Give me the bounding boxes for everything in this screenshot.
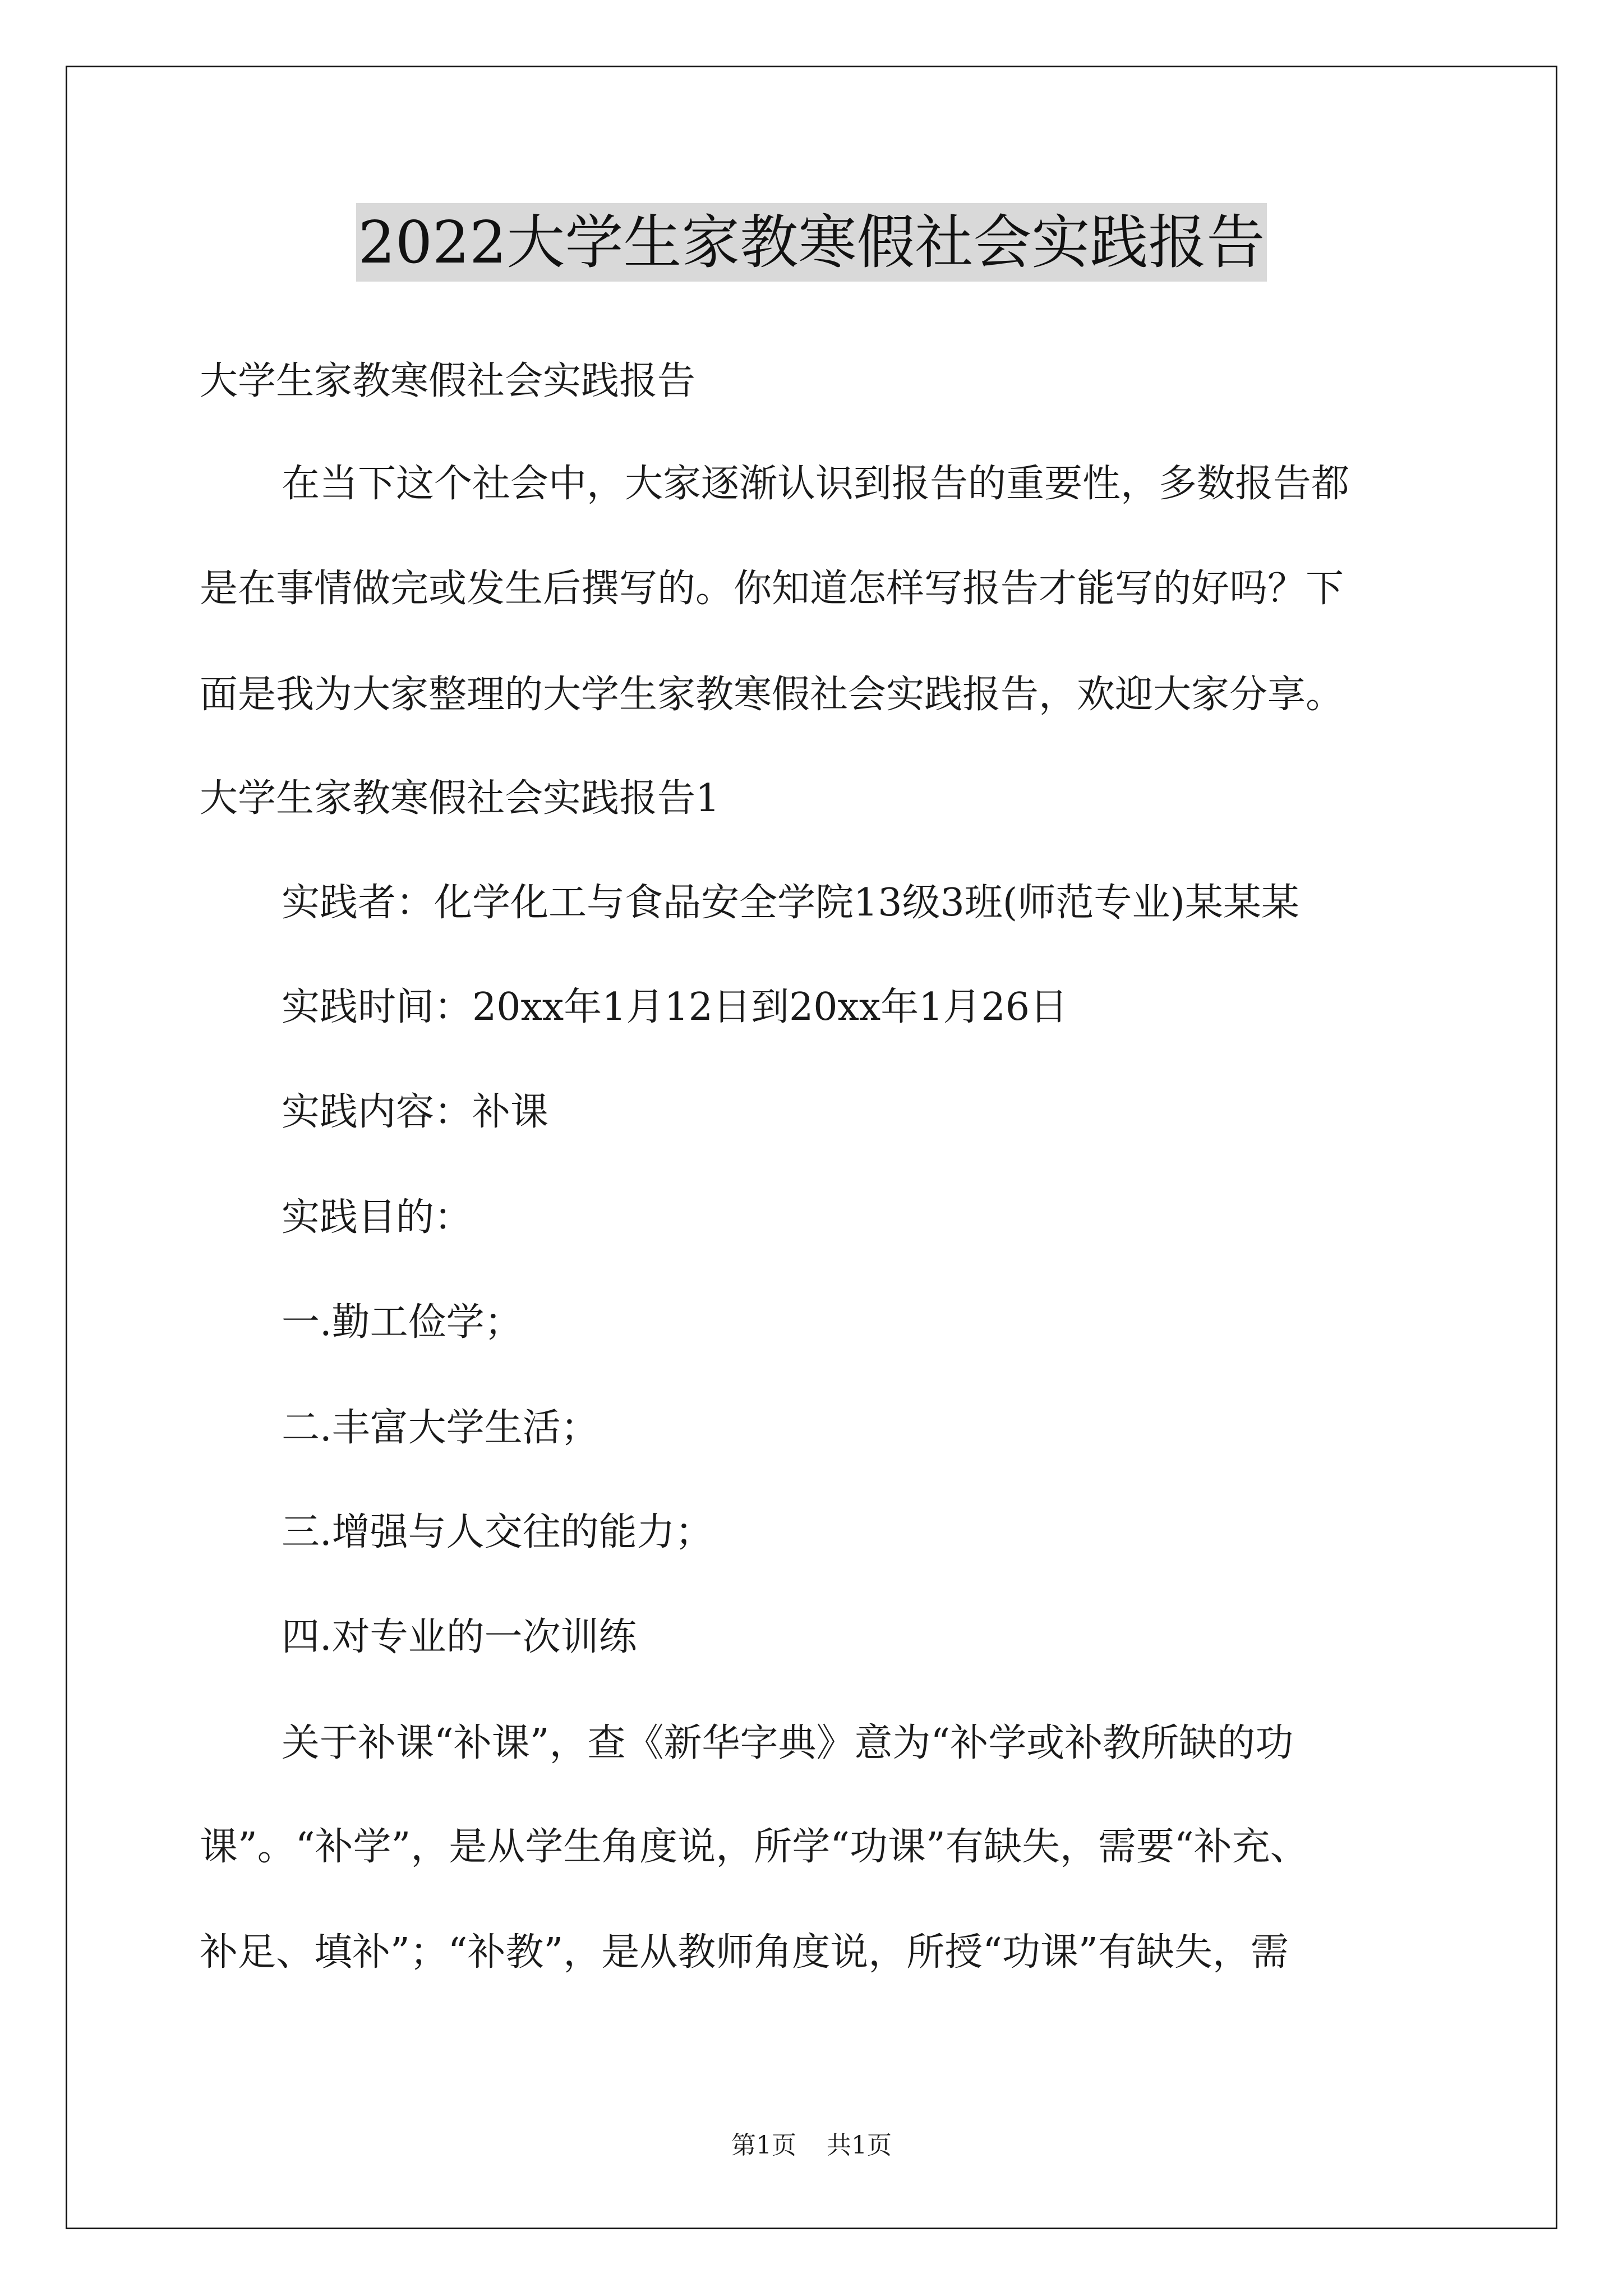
page-total: 共1页 (827, 2131, 892, 2160)
paragraph-line: 实践者：化学化工与食品安全学院13级3班(师范专业)某某某 (282, 881, 1299, 925)
paragraph-line: 是在事情做完或发生后撰写的。你知道怎样写报告才能写的好吗？下 (200, 567, 1344, 611)
title-container (0, 203, 1623, 282)
paragraph-line: 补足、填补”；“补教”，是从教师角度说，所授“功课”有缺失，需 (200, 1930, 1289, 1975)
list-item: 四.对专业的一次训练 (282, 1615, 637, 1659)
section-heading: 大学生家教寒假社会实践报告1 (200, 776, 720, 821)
list-item: 二.丰富大学生活； (282, 1406, 599, 1450)
paragraph-line: 面是我为大家整理的大学生家教寒假社会实践报告，欢迎大家分享。 (200, 673, 1344, 717)
paragraph-line: 关于补课“补课”，查《新华字典》意为“补学或补教所缺的功 (282, 1721, 1294, 1765)
paragraph-line: 在当下这个社会中，大家逐渐认识到报告的重要性，多数报告都 (282, 462, 1350, 506)
list-item: 三.增强与人交往的能力； (282, 1510, 713, 1554)
paragraph-line: 课”。“补学”，是从学生角度说，所学“功课”有缺失，需要“补充、 (200, 1825, 1308, 1869)
page-footer (0, 2129, 1623, 2162)
document-title: 2022大学生家教寒假社会实践报告 (356, 203, 1267, 282)
list-item: 一.勤工俭学； (282, 1300, 523, 1345)
page-number: 第1页 (731, 2131, 796, 2160)
paragraph-line: 实践内容：补课 (282, 1090, 549, 1134)
paragraph-line: 实践目的： (282, 1195, 473, 1240)
subtitle-line: 大学生家教寒假社会实践报告 (200, 359, 696, 403)
paragraph-line: 实践时间：20xx年1月12日到20xx年1月26日 (282, 985, 1068, 1029)
